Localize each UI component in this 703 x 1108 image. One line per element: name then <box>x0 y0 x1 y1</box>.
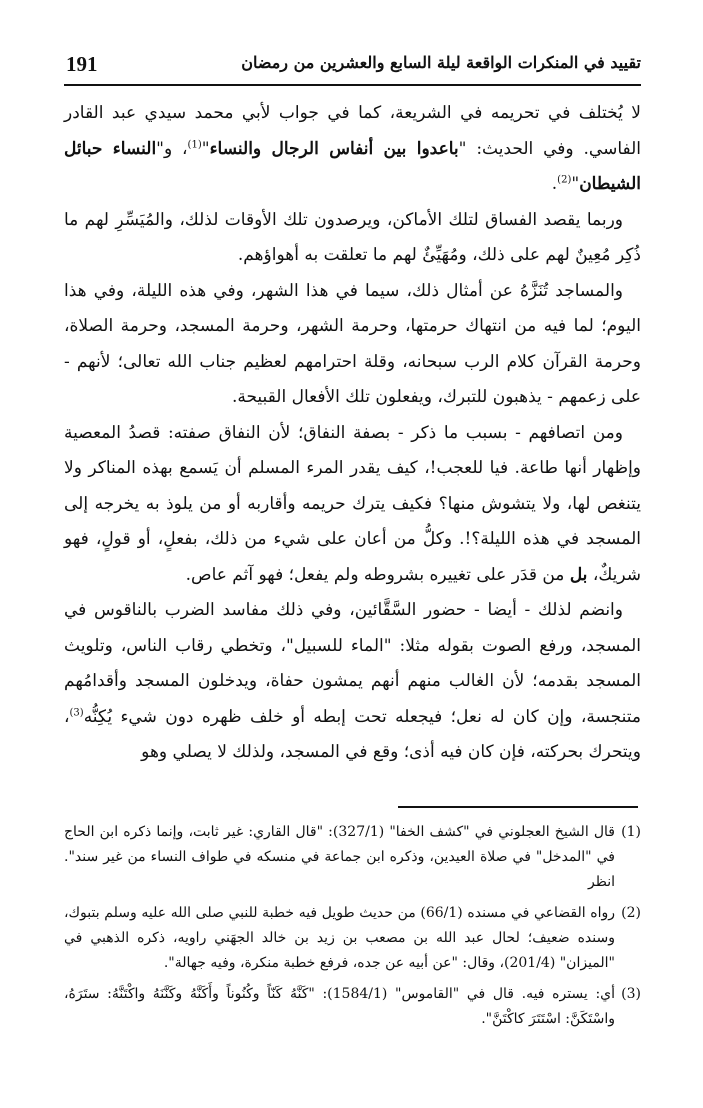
footnote-text: أي: يستره فيه. قال في "القاموس" (1584/1): "كَنَّهُ كَنّاً وكُنُوناً وأَكَنَّهُ وكَنَّنَهُ واكْتَنَّهُ: ستَرَهُ، واسْتَكَنَّ: اسْتَتَرَ كاكْتَنَّ". <box>64 986 616 1027</box>
footnote-1 <box>64 820 641 895</box>
emphasis: بل <box>569 564 588 585</box>
paragraph-5 <box>64 593 641 771</box>
text-span: ، و" <box>156 138 188 159</box>
text-span: " <box>571 174 580 194</box>
running-title: تقييد في المنكرات الواقعة ليلة السابع والعشرين من رمضان <box>241 53 641 72</box>
footnote-ref: (1) <box>187 138 202 150</box>
paragraph-1 <box>64 96 641 203</box>
text-span: ومن اتصافهم - بسبب ما ذكر - بصفة النفاق؛ لأن النفاق صفته: قصدُ المعصية وإظهار أنها طاعة. فيا للعجب!، كيف يقدر المرء المسلم أن يَسمع بهذه المناكر ولا يتنغص لها، ولا يتشوش منها؟ فكيف يترك حريمه وأقاربه أو من يلوذ به يخرجه إلى المسجد في هذه الليلة؟!. وكلُّ من أعان على شيء من ذلك، بفعلٍ، أو قولٍ، فهو شريكٌ، <box>64 422 641 585</box>
text-span: " <box>201 138 210 159</box>
text-span: لا يُختلف في تحريمه في الشريعة، كما في جواب لأبي محمد سيدي عبد القادر الفاسي. وفي الحديث: " <box>64 103 641 159</box>
main-text <box>64 96 641 796</box>
text-span: وانضم لذلك - أيضا - حضور السَّقَّائين، وفي ذلك مفاسد الضرب بالناقوس في المسجد، ورفع الصوت بقوله مثلا: "الماء للسبيل"، وتخطي رقاب الناس، وتلويث المسجد بقدمه؛ لأن الغالب منهم أنهم يمشون حفاة، ويدخلون المسجد وأقدامُهم متنجسة، وإن كان له نعل؛ فيجعله تحت إبطه أو خلف ظهره دون شيء يُكِنُّه <box>64 600 641 727</box>
footnote-ref: (3) <box>69 706 84 718</box>
footnote-ref: (2) <box>557 174 572 186</box>
text-span: من قدَر على تغييره بشروطه ولم يفعل؛ فهو آثم عاص. <box>185 564 570 585</box>
footnote-3 <box>64 982 641 1032</box>
footnote-text: رواه القضاعي في مسنده (66/1) من حديث طويل فيه خطبة للنبي صلى الله عليه وسلم بتبوك، وسنده ضعيف؛ لحال عبد الله بن مصعب بن زيد بن خالد الجهَني راويه، ذكره الذهبي في "الميزان" (201/4)، وقال: "عن أبيه عن جده، فرفع خطبة منكرة، وفيه جهالة". <box>64 905 616 971</box>
paragraph-3: والمساجد تُنَزَّهُ عن أمثال ذلك، سيما في هذا الشهر، وفي هذه الليلة، وفي هذا اليوم؛ لما فيه من انتهاك حرمتها، وحرمة الشهر، وحرمة المسجد، وحرمة الصلاة، وحرمة القرآن كلام الرب سبحانه، وقلة احترامهم لعظيم جناب الله تعالى؛ لأنهم - على زعمهم - يذهبون للتبرك، ويفعلون تلك الأفعال القبيحة. <box>64 280 641 407</box>
text-span: ، ويتحرك بحركته، فإن كان فيه أذى؛ وقع في المسجد، ولذلك لا يصلي وهو <box>64 706 641 762</box>
paragraph-4 <box>64 416 641 594</box>
page-number: 191 <box>66 52 98 76</box>
paragraph-2: وربما يقصد الفساق لتلك الأماكن، ويرصدون تلك الأوقات لذلك، والمُيَسِّرِ لهم ما ذُكِر مُعِينٌ لهم على ذلك، ومُهَيِّئٌ لهم ما تعلقت به أهواؤهم. <box>64 209 641 265</box>
footnote-divider <box>398 806 638 808</box>
hadith-quote: النساء حبائل الشيطان <box>64 138 641 194</box>
footnotes <box>64 820 641 1038</box>
footnote-2 <box>64 901 641 976</box>
hadith-quote: باعدوا بين أنفاس الرجال والنساء <box>209 138 459 159</box>
footnote-text: قال الشيخ العجلوني في "كشف الخفا" (327/1): "قال القاري: غير ثابت، وإنما ذكره ابن الحاج في "المدخل" في صلاة العيدين، وذكره ابن جماعة في منسكه في طواف النساء من غير سند". انظر <box>64 824 615 890</box>
page-header <box>64 50 641 86</box>
footnote-number: (3) <box>621 986 641 1002</box>
text-span: . <box>551 174 558 194</box>
footnote-number: (2) <box>621 905 641 921</box>
footnote-number: (1) <box>621 824 641 840</box>
